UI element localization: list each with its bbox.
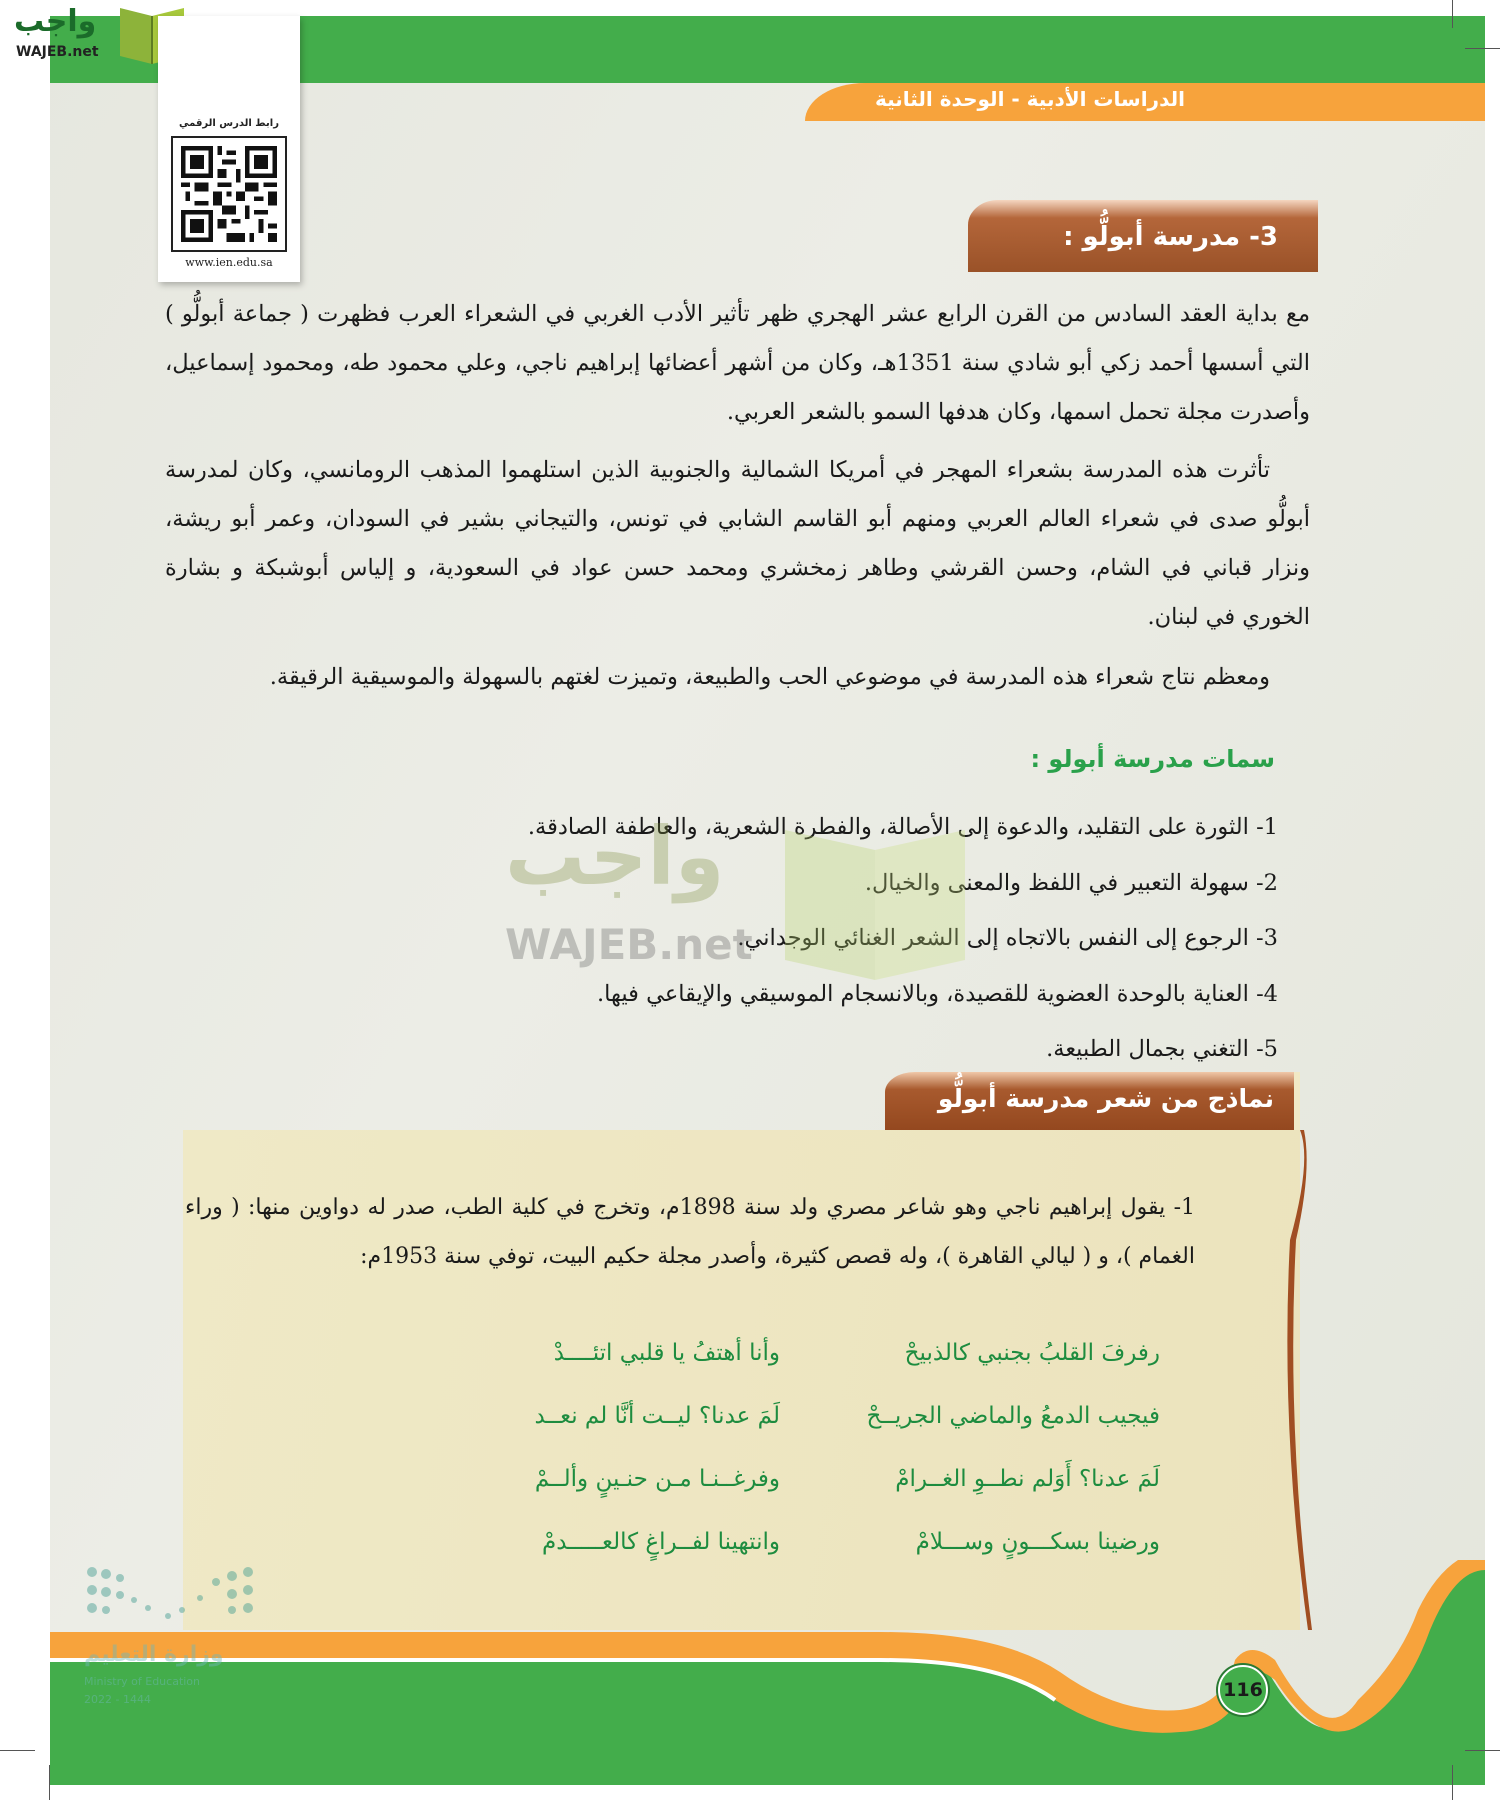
crop-mark [1465, 1750, 1500, 1751]
list-item: 4- العناية بالوحدة العضوية للقصيدة، وبالانسجام الموسيقي والإيقاعي فيها. [597, 980, 1278, 1007]
qr-code-icon [181, 146, 277, 242]
watermark-arabic: واجب [505, 810, 725, 903]
qr-code[interactable] [171, 136, 287, 252]
verse-first-hemistich: ورضينا بسكـــونٍ وســـلامْ [915, 1529, 1160, 1555]
crop-mark [1465, 48, 1500, 49]
verse [400, 1340, 1160, 1403]
watermark-latin: WAJEB.net [505, 920, 753, 969]
qr-label: رابط الدرس الرقمي [179, 118, 279, 129]
page-number: 116 [1218, 1665, 1268, 1715]
logo-arabic: واجب [14, 4, 97, 39]
ministry-logo [82, 1560, 272, 1720]
list-item: 5- التغني بجمال الطبيعة. [1046, 1036, 1278, 1062]
verse-second-hemistich: وانتهينا لفــراغٍ كالعـــــدمْ [542, 1529, 780, 1555]
edition-year: 2022 - 1444 [84, 1693, 151, 1706]
features-list [528, 800, 1278, 1078]
verse [400, 1403, 1160, 1466]
crop-mark [1452, 0, 1453, 28]
ministry-name-ar: وزارة التعليم [84, 1642, 224, 1667]
section-heading [968, 200, 1318, 272]
verse-second-hemistich: لَمَ عدنا؟ ليــت أنَّا لم نعــد [534, 1403, 780, 1429]
qr-panel [158, 16, 300, 282]
verse-first-hemistich: فيجيب الدمعُ والماضي الجريــحْ [866, 1403, 1160, 1429]
samples-heading [885, 1072, 1300, 1130]
paragraph-2: تأثرت هذه المدرسة بشعراء المهجر في أمريكا الشمالية والجنوبية الذين استلهموا المذهب الرومانسي، وكان لمدرسة أبولُّو صدى في شعراء العالم العربي ومنهم أبو القاسم الشابي في تونس، والتيجاني بشير في السودان، وعمر أبو ريشة، ونزار قباني في الشام، وحسن القرشي وطاهر زمخشري ومحمد حسن عواد في السعودية، و إلياس أبوشبكة و بشارة الخوري في لبنان. [165, 457, 1310, 630]
crop-mark [49, 1765, 50, 1800]
box-curve-decoration [1282, 1130, 1312, 1630]
list-item: 2- سهولة التعبير في اللفظ والمعنى والخيال. [864, 869, 1278, 896]
list-item: 1- الثورة على التقليد، والدعوة إلى الأصالة، والفطرة الشعرية، والعاطفة الصادقة. [527, 814, 1278, 840]
crop-mark [0, 1750, 35, 1751]
list-item: 3- الرجوع إلى النفس بالاتجاه إلى الشعر الغنائي الوجداني. [737, 925, 1278, 951]
verse [400, 1466, 1160, 1529]
samples-title: نماذج من شعر مدرسة أبولُّو [937, 1084, 1274, 1113]
unit-banner [805, 83, 1485, 121]
verse-second-hemistich: وأنا أهتفُ يا قلبي اتئــــدْ [553, 1340, 780, 1366]
crop-mark [1452, 1765, 1453, 1800]
paragraph-1: مع بداية العقد السادس من القرن الرابع عشر الهجري ظهر تأثير الأدب الغربي في الشعراء العرب فظهرت ( جماعة أبولُّو ) التي أسسها أحمد زكي أبو شادي سنة 1351هـ، وكان من أشهر أعضائها إبراهيم ناجي، وعلي محمود طه، ومحمود إسماعيل، وأصدرت مجلة تحمل اسمها، وكان هدفها السمو بالشعر العربي. [165, 301, 1310, 425]
paragraph-3: ومعظم نتاج شعراء هذه المدرسة في موضوعي الحب والطبيعة، وتميزت لغتهم بالسهولة والموسيقية الرقيقة. [269, 664, 1270, 690]
logo-latin: WAJEB.net [16, 44, 99, 60]
features-title: سمات مدرسة أبولو : [1030, 745, 1275, 773]
verse-second-hemistich: وفرغــنـا مـن حنـينٍ وألــمْ [534, 1466, 780, 1492]
ministry-dots-icon [82, 1560, 262, 1630]
section-title: 3- مدرسة أبولُّو : [1063, 222, 1278, 252]
unit-title: الدراسات الأدبية - الوحدة الثانية [874, 87, 1185, 111]
poem [400, 1340, 1160, 1592]
ministry-name-en: Ministry of Education [84, 1675, 201, 1688]
samples-intro: 1- يقول إبراهيم ناجي وهو شاعر مصري ولد سنة 1898م، وتخرج في كلية الطب، صدر له دواوين منها: ( وراء الغمام )، و ( ليالي القاهرة )، وله قصص كثيرة، وأصدر مجلة حكيم البيت، توفي سنة 1953م: [185, 1195, 1196, 1269]
qr-url[interactable]: www.ien.edu.sa [185, 256, 273, 269]
verse-first-hemistich: رفرفَ القلبُ بجنبي كالذبيحْ [904, 1340, 1160, 1366]
verse-first-hemistich: لَمَ عدنا؟ أَوَلم نطــوِ الغــرامْ [895, 1466, 1160, 1492]
